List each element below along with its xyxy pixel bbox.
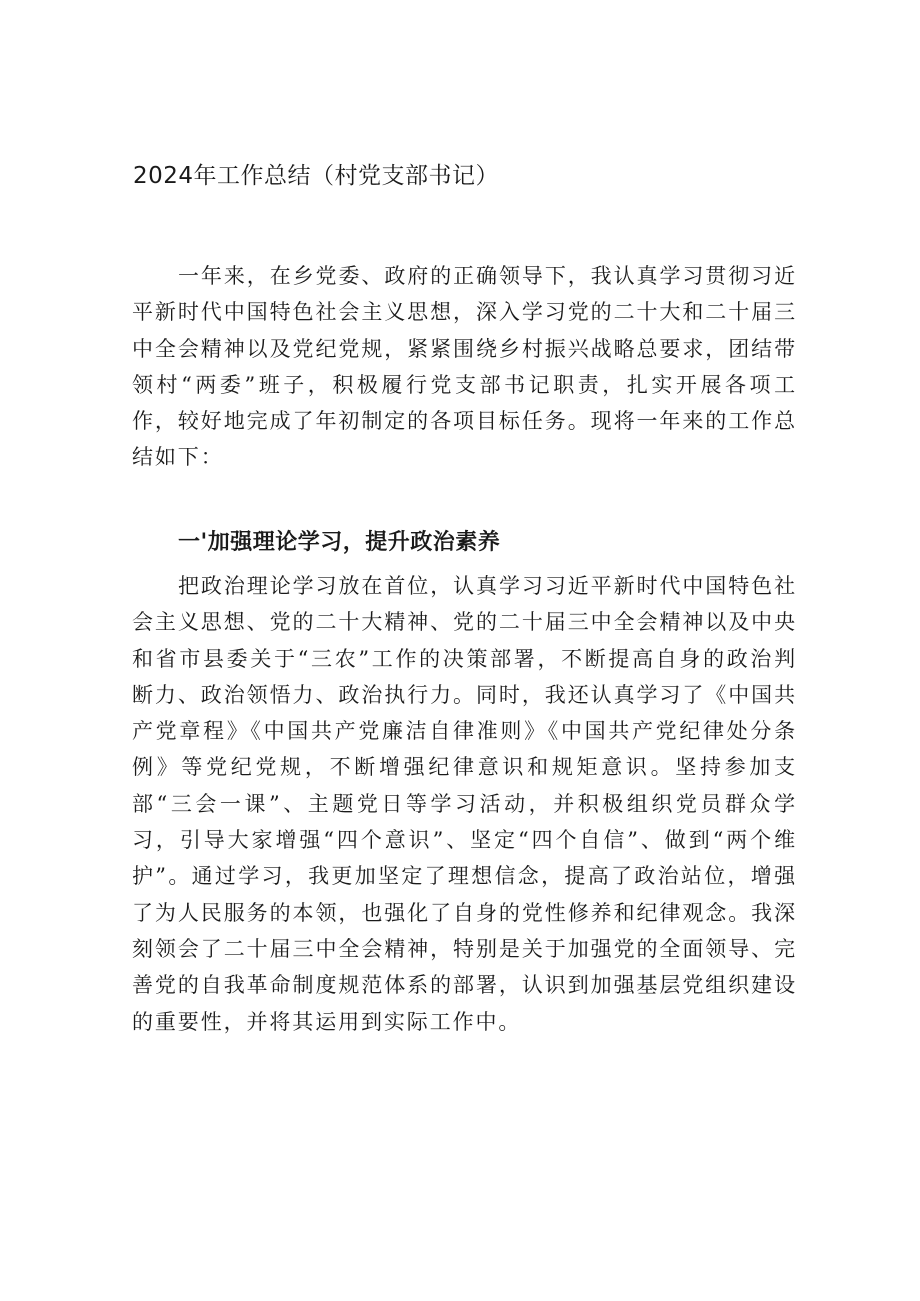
intro-paragraph: 一年来，在乡党委、政府的正确领导下，我认真学习贯彻习近平新时代中国特色社会主义思想，深入学习党的二十大和二十届三中全会精神以及党纪党规，紧紧围绕乡村振兴战略总要求，团结带领村“两委”班子，积极履行党支部书记职责，扎实开展各项工作，较好地完成了年初制定的各项目标任务。现将一年来的工作总结如下： [132,264,797,470]
section-heading-1: 一'加强理论学习，提升政治素养 [178,530,501,555]
document-title: 2024年工作总结（村党支部书记） [133,163,500,189]
section-paragraph-1: 把政治理论学习放在首位，认真学习习近平新时代中国特色社会主义思想、党的二十大精神、党的二十届三中全会精神以及中央和省市县委关于“三农”工作的决策部署，不断提高自身的政治判断力、政治领悟力、政治执行力。同时，我还认真学习了《中国共产党章程》《中国共产党廉洁自律准则》《中国共产党纪律处分条例》等党纪党规，不断增强纪律意识和规矩意识。坚持参加支部“三会一课”、主题党日等学习活动，并积极组织党员群众学习，引导大家增强“四个意识”、坚定“四个自信”、做到“两个维护”。通过学习，我更加坚定了理想信念，提高了政治站位，增强了为人民服务的本领，也强化了自身的党性修养和纪律观念。我深刻领会了二十届三中全会精神，特别是关于加强党的全面领导、完善党的自我革命制度规范体系的部署，认识到加强基层党组织建设的重要性，并将其运用到实际工作中。 [132,574,797,1034]
